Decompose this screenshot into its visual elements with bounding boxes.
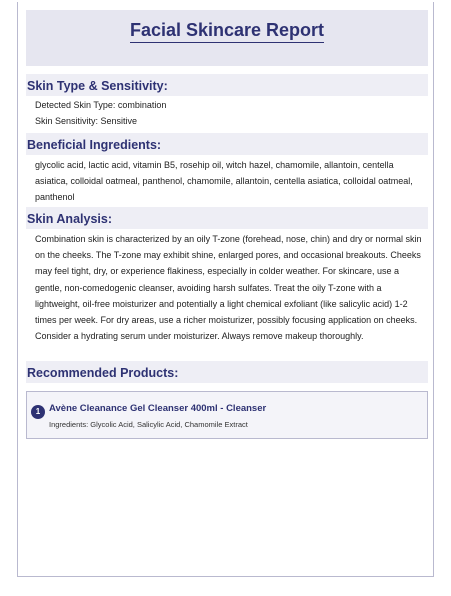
report-page — [17, 2, 434, 577]
skin-type-heading: Skin Type & Sensitivity: — [26, 74, 428, 96]
product-card[interactable] — [26, 391, 428, 439]
analysis-text: Combination skin is characterized by an oily T-zone (forehead, nose, chin) and dry or normal skin on the cheeks. The T-zone may exhibit shine, enlarged pores, and occasional breakouts. Cheeks may feel tight, dry, or experience flakiness, especially in colder weather. For skincare, use a gentle, non-comedogenic cleanser, avoiding harsh sulfates. Treat the oily T-zone with a lightweight, oil-free moisturizer and potentially a light chemical exfoliant (like salicylic acid) 1-2 times per week. For dry areas, use a richer moisturizer, possibly focusing application on cheeks. Consider a hydrating serum under moisturizer. Always remove makeup thoroughly. — [35, 234, 422, 342]
products-heading: Recommended Products: — [26, 361, 428, 383]
product-ingredients: Ingredients: Glycolic Acid, Salicylic Acid, Chamomile Extract — [49, 420, 248, 429]
report-title-wrap — [26, 19, 428, 43]
ingredients-heading: Beneficial Ingredients: — [26, 133, 428, 155]
detected-skin-type: Detected Skin Type: combination — [35, 100, 167, 110]
report-header — [26, 10, 428, 66]
skin-sensitivity: Skin Sensitivity: Sensitive — [35, 116, 138, 126]
product-name: Avène Cleanance Gel Cleanser 400ml - Cleanser — [49, 403, 267, 414]
product-number-badge: 1 — [31, 405, 45, 419]
ingredients-text: glycolic acid, lactic acid, vitamin B5, rosehip oil, witch hazel, chamomile, allantoin, centella asiatica, colloidal oatmeal, panthenol, chamomile, allantoin, centella asiatica, colloidal oatmeal, panthenol — [35, 160, 413, 203]
analysis-heading: Skin Analysis: — [26, 207, 428, 229]
report-title: Facial Skincare Report — [130, 19, 324, 43]
